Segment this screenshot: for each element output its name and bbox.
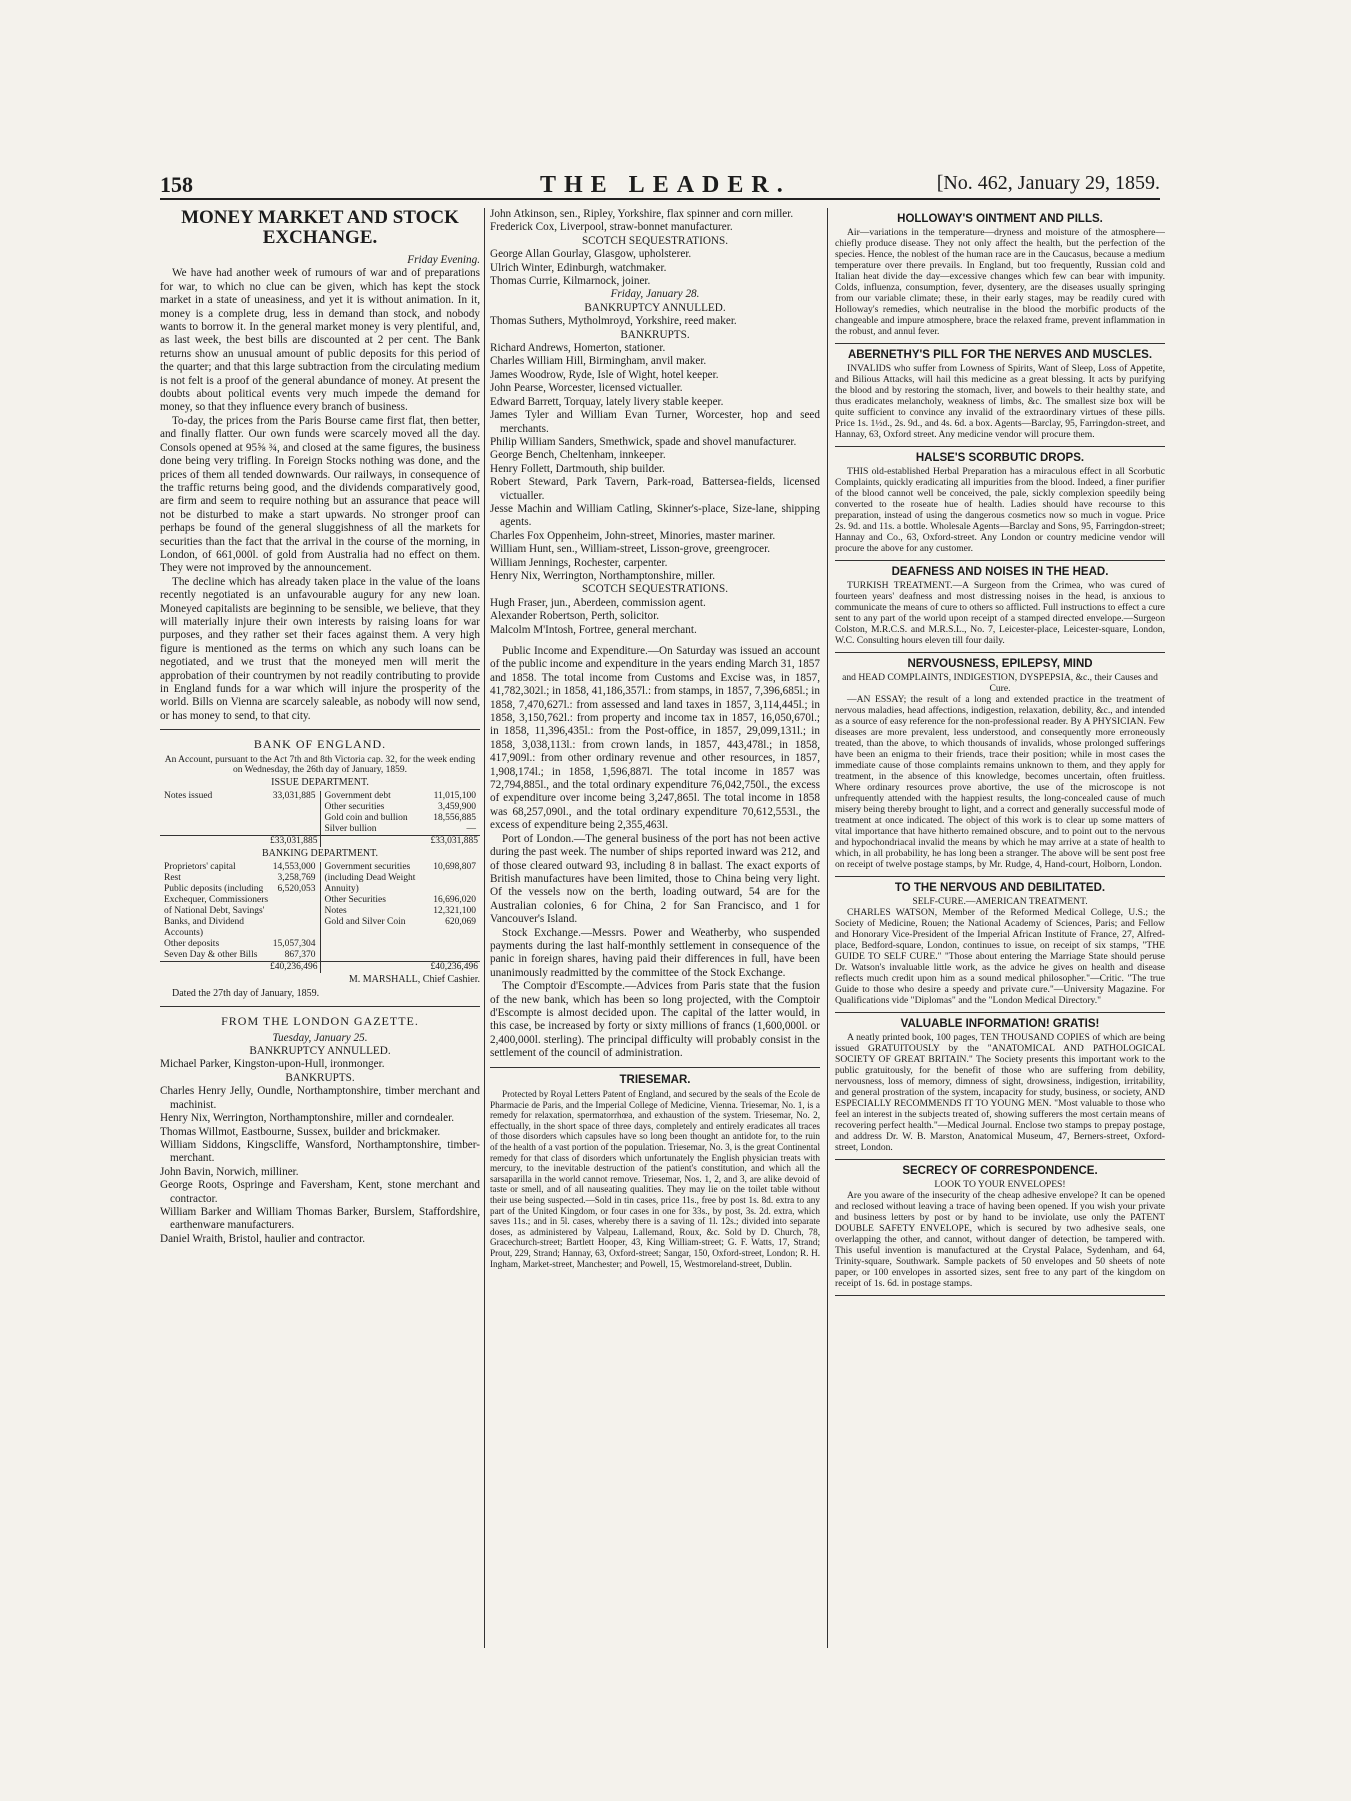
issue-line: [No. 462, January 29, 1859. <box>936 172 1160 194</box>
account-row <box>323 917 479 928</box>
gazette-entry: Henry Nix, Werrington, Northamptonshire, miller. <box>490 569 716 582</box>
advert-title: DEAFNESS AND NOISES IN THE HEAD. <box>891 566 1109 578</box>
money-market-article <box>160 267 480 723</box>
account-label: Rest <box>164 873 181 884</box>
gazette-entry: Thomas Suthers, Mytholmroyd, Yorkshire, reed maker. <box>490 315 737 328</box>
gazette-date: Tuesday, January 25. <box>272 1031 368 1044</box>
gazette-entry: John Bavin, Norwich, milliner. <box>160 1165 299 1178</box>
account-row <box>162 791 318 802</box>
advert-title: TO THE NERVOUS AND DEBILITATED. <box>894 882 1106 894</box>
account-label: Public deposits (including Exchequer, Commissioners of National Debt, Savings' Banks, and Dividend Accounts) <box>164 884 269 939</box>
cashier-signature: M. MARSHALL, Chief Cashier. <box>348 974 480 986</box>
scotch-list-2 <box>490 597 820 637</box>
account-amount: 10,698,807 <box>433 862 476 873</box>
gazette-entry: Charles Fox Oppenheim, John-street, Minories, master mariner. <box>490 529 776 542</box>
column-rule <box>827 208 828 1648</box>
advert-divider <box>835 652 1165 653</box>
account-label: Other securities <box>324 802 385 813</box>
advert-title: ABERNETHY'S PILL FOR THE NERVES AND MUSCLES. <box>847 349 1153 361</box>
gazette-title: FROM THE LONDON GAZETTE. <box>221 1014 419 1029</box>
bank-title: BANK OF ENGLAND. <box>253 737 387 752</box>
news-paragraph: Public Income and Expenditure.—On Saturday was issued an account of the public income and expenditure in the years ending March 31, 1857 and 1858. The total income from Customs and Excise was, in 1857, 41,782,302l.; in 1858, 41,186,357l.: from stamps, in 1857, 7,396,685l.; in 1858, 7,470,627l.: from assessed and land taxes in 1857, 3,114,445l.; in 1858, 3,150,762l.: from property and income tax in 1857, 16,050,670l.; in 1858, 11,396,435l.: from the Post-office, in 1857, 29,099,131l.; in 1858, 3,038,113l.: from crown lands, in 1857, 443,478l.; in 1858, 417,909l.: from other ordinary revenue and other resources, in 1857, 1,908,174l.; in 1858, 1,596,887l. The total income in 1857 was 72,794,885l., and the total ordinary expenditure 76,042,750l., the excess of expenditure over income being 3,247,865l. The total income in 1858 was 68,257,090l., and the total ordinary expenditure 70,612,553l., the excess of expenditure being 2,355,463l. <box>490 645 820 832</box>
issue-department-title: ISSUE DEPARTMENT. <box>271 776 369 788</box>
gazette-entry: Charles William Hill, Birmingham, anvil maker. <box>490 355 707 368</box>
dated-line: Dated the 27th day of January, 1859. <box>172 987 320 999</box>
account-row <box>162 939 318 950</box>
account-label: Silver bullion <box>324 824 377 835</box>
triesemar-text: Protected by Royal Letters Patent of England, and secured by the seals of the Ecole de Pharmacie de Paris, and the Imperial College of Medicine, Vienna. Triesemar, No. 1, is a remedy for relaxation, spermatorrhœa, and exhaustion of the system. Triesemar, No. 2, effectually, in the short space of three days, completely and entirely eradicates all traces of those disorders which capsules have so long been thought an antidote for, to the ruin of the health of a vast portion of the population. Triesemar, No. 3, is the great Continental remedy for that class of disorders which unfortunately the English physician treats with mercury, to the inevitable destruction of the patient's constitution, and which all the sarsaparilla in the world cannot remove. Triesemar, Nos. 1, 2, and 3, are alike devoid of taste or smell, and of all nauseating qualities. They may lie on the toilet table without their use being suspected.—Sold in tin cases, price 11s., free by post 1s. 8d. extra to any part of the United Kingdom, or four cases in one for 33s., by post, 3s. 2d. extra, which saves 11s.; and in 5l. cases, whereby there is a saving of 1l. 12s.; divided into separate doses, as administered by Valpeau, Lallemand, Roux, &c. Sold by D. Church, 78, Gracechurch-street; Bartlett Hooper, 43, King William-street; G. F. Watts, 17, Strand; Prout, 229, Strand; Hannay, 63, Oxford-street; Sangar, 150, Oxford-street, London; R. H. Ingham, Market-street, Manchester; and Powell, 15, Westmoreland-street, Dublin. <box>490 1089 820 1269</box>
money-market-title: MONEY MARKET AND STOCK EXCHANGE. <box>181 208 459 248</box>
advert-title: SECRECY OF CORRESPONDENCE. <box>902 1165 1098 1177</box>
account-label: Seven Day & other Bills <box>164 950 258 961</box>
gazette-entry: Richard Andrews, Homerton, stationer. <box>490 342 666 355</box>
news-paragraph: The Comptoir d'Escompte.—Advices from Paris state that the fusion of the new bank, which has been so long projected, with the Comptoir d'Escompte is almost decided upon. The capital of the latter would, in this case, be increased by forty or sixty millions of francs (1,600,000l. or 2,400,000l. sterling). The principal difficulty will probably consist in the settlement of the council of administration. <box>490 980 820 1060</box>
column-rule <box>484 208 485 1648</box>
advert-divider <box>835 446 1165 447</box>
account-label: Other Securities <box>324 895 386 906</box>
advert-text: INVALIDS who suffer from Lowness of Spirits, Want of Sleep, Loss of Appetite, and Bilious Attacks, will hail this medicine as a great blessing. It acts by purifying the blood and by restoring the stomach, liver, and bowels to their healthy state, and thus eradicates melancholy, weakness of limbs, &c. The smallest size box will be quite sufficient to convince any invalid of the extraordinary virtues of these pills. Price 1s. 1½d., 2s. 9d., and 4s. 6d. a box. Agents—Barclay, 95, Farringdon-street, and Hannay, 63, Oxford street. Any medicine vendor will procure them. <box>835 363 1165 440</box>
advert-divider <box>835 876 1165 877</box>
advert-text: Are you aware of the insecurity of the cheap adhesive envelope? It can be opened and reclosed without leaving a trace of having been opened. If you wish your private and business letters by post or by hand to be inviolate, use only the PATENT DOUBLE SAFETY ENVELOPE, which is secured by two adhesive seals, one overlapping the other, and cannot, without danger of detection, be tampered with. This useful invention is manufactured at the Crystal Palace, Sydenham, and 64, Trinity-square, Southwark. Sample packets of 50 envelopes and 50 sheets of note paper, or 100 envelopes in assorted sizes, sent free to any part of the kingdom on receipt of 1s. 6d. in postage stamps. <box>835 1190 1165 1289</box>
account-label: Notes issued <box>164 791 213 802</box>
scotch-list <box>490 248 820 288</box>
scotch-heading: SCOTCH SEQUESTRATIONS. <box>581 234 729 247</box>
gazette-entry: Philip William Sanders, Smethwick, spade and shovel manufacturer. <box>490 435 797 448</box>
issue-department-table <box>160 791 480 847</box>
account-amount: 33,031,885 <box>272 791 316 802</box>
masthead: THE LEADER. <box>540 172 791 198</box>
article-paragraph: We have had another week of rumours of war and of preparations for war, to which no clue can be given, which has kept the stock market in a state of uneasiness, and yet it is without animation. In it, money is a complete drug, less in demand than stock, and nobody wants to borrow it. In the general market money is very plentiful, and, as last week, the best bills are discounted at 2 per cent. The Bank returns show an unusual amount of public deposits for this period of the quarter; and that this large subtraction from the circulating medium is not felt is a proof of the general abundance of money. At present the doubts about political events very much impede the demand for money, so that they influence every branch of business. <box>160 267 480 414</box>
dateline: Friday Evening. <box>407 254 480 266</box>
account-row <box>323 895 479 906</box>
gazette-entry: John Atkinson, sen., Ripley, Yorkshire, flax spinner and corn miller. <box>490 208 794 220</box>
bankrupts-continued <box>490 208 820 235</box>
account-amount: 3,258,769 <box>277 873 316 884</box>
advert-text: CHARLES WATSON, Member of the Reformed Medical College, U.S.; the Society of Medicine, Rouen; the National Academy of Sciences, Paris; and Fellow and Honorary Vice-President of the Imperial African Institute of France, 27, Alfred-place, Bedford-square, London, continues to issue, on receipt of six stamps, "THE GUIDE TO SELF CURE." "Those about entering the Marriage State should peruse Dr. Watson's invaluable little work, as the advice he gives on health and disease reflects much credit upon him as a sound medical philosopher."—Critic. "The true Guide to those who desire a speedy and private cure."—University Magazine. For Qualifications vide "Diplomas" and the "London Medical Directory." <box>835 907 1165 1006</box>
bankrupts-heading-2: BANKRUPTS. <box>620 328 690 341</box>
bankrupts-list-2 <box>490 342 820 583</box>
advert-text: Air—variations in the temperature—dryness and moisture of the atmosphere—chiefly produce disease. They not only affect the health, but the perfection of the species. Hence, the noblest of the human race are in the Caucasus, because a medium temperature over there prevails. In England, but too frequently, Russian cold and Italian heat divide the day—excessive changes which few can bear with impunity. Colds, influenza, consumption, fever, dysentery, are the diseases usually springing from our variable climate; these, in their early stages, may be readily cured with Holloway's remedies, which neutralise in the blood the morbific products of the changeable and impure atmosphere, brace the relaxed frame, prevent inflammation in the robust, and annul fever. <box>835 227 1165 337</box>
bankrupts-list <box>160 1085 480 1246</box>
gazette-entry: Hugh Fraser, jun., Aberdeen, commission agent. <box>490 596 706 609</box>
column-1 <box>160 208 480 1658</box>
advert-text: —AN ESSAY; the result of a long and extended practice in the treatment of nervous maladies, head affections, indigestion, relaxation, debility, &c., and intended as a source of easy reference for the non-professional reader. By A PHYSICIAN. Few diseases are more prevalent, less understood, and consequently more erroneously treated, than the above, to which thousands of invalids, whose prolonged sufferings have been an enigma to their friends, trace their position; while in most cases the immediate cause of those complaints remains unknown to them, and they apply for treatment, in the absence of this knowledge, becomes uncertain, often fruitless. Where ordinary resources prove abortive, the use of the microscope is not unfrequently attended with the happiest results, the long-concealed cause of much misery being thereby brought to light, and a correct and generally successful mode of treatment at once indicated. The object of this work is to clear up some matters of vital importance that have hitherto remained obscure, and to point out to the nervous and hypochondriacal invalid the means by which he may arrive at a state of health to which, in all probability, he has long been a stranger. The above will be sent post free on receipt of twelve postage stamps, by Mr. Rudge, 4, Hand-court, Holborn, London. <box>835 694 1165 870</box>
gazette-entry: Frederick Cox, Liverpool, straw-bonnet manufacturer. <box>490 221 733 234</box>
bank-intro: An Account, pursuant to the Act 7th and 8th Victoria cap. 32, for the week ending on Wednesday, the 26th day of January, 1859. <box>164 754 476 776</box>
gazette-entry: Henry Nix, Werrington, Northamptonshire, miller and corndealer. <box>160 1112 455 1125</box>
gazette-entry: Michael Parker, Kingston-upon-Hull, ironmonger. <box>160 1058 385 1071</box>
gazette-entry: William Jennings, Rochester, carpenter. <box>490 556 668 569</box>
account-row <box>162 950 318 961</box>
scotch-heading-2: SCOTCH SEQUESTRATIONS. <box>581 583 729 596</box>
account-amount: 15,057,304 <box>272 939 316 950</box>
gazette-entry: Alexander Robertson, Perth, solicitor. <box>490 610 660 623</box>
account-label: Other deposits <box>164 939 220 950</box>
account-label: Government debt <box>324 791 391 802</box>
account-amount: 14,553,000 <box>272 862 316 873</box>
issue-total-left: £33,031,885 <box>160 836 320 848</box>
gazette-entry: James Woodrow, Ryde, Isle of Wight, hotel keeper. <box>490 368 719 381</box>
issue-total-right: £33,031,885 <box>320 836 480 848</box>
annulled-list-2 <box>490 315 820 328</box>
advert-title: HALSE'S SCORBUTIC DROPS. <box>915 452 1085 464</box>
account-amount: — <box>466 824 476 835</box>
account-row <box>323 791 479 802</box>
account-row <box>323 813 479 824</box>
gazette-entry: Charles Henry Jelly, Oundle, Northamptonshire, timber merchant and machinist. <box>160 1085 480 1111</box>
banking-total-right: £40,236,496 <box>320 962 480 974</box>
account-label: Gold and Silver Coin <box>324 917 406 928</box>
triesemar-title: TRIESEMAR. <box>619 1073 691 1086</box>
gazette-entry: Robert Steward, Park Tavern, Park-road, Battersea-fields, licensed victualler. <box>490 476 820 502</box>
page-number: 158 <box>160 172 193 197</box>
advert-text: TURKISH TREATMENT.—A Surgeon from the Crimea, who was cured of fourteen years' deafness and most distressing noises in the head, is anxious to communicate the means of cure to others so afflicted. Full instructions to effect a cure sent to any part of the world upon receipt of a stamped directed envelope.—Surgeon Colston, M.R.C.S. and M.R.S.L., No. 7, Leicester-place, Leicester-square, London, W.C. Consulting hours eleven till four daily. <box>835 580 1165 646</box>
gazette-entry: John Pearse, Worcester, licensed victualler. <box>490 382 683 395</box>
account-row <box>323 906 479 917</box>
article-paragraph: To-day, the prices from the Paris Bourse came first flat, then better, and finally flatter. Our own funds were scarcely moved all the day. Consols opened at 95⅝ ¾, and closed at the same figures, the business done being very trifling. In Foreign Stocks nothing was done, and the prices of them all tended downwards. Our railways, in consequence of the traffic returns being good, and the dividends comparatively good, are firm and seem to require nothing but an assurance that peace will not be disturbed to make a start upwards. No stronger proof can perhaps be found of the general sluggishness of all the markets for securities than the fact that the arrival in the course of the morning, in London, of 661,000l. of gold from Australia had no effect on them. They were not improved by the announcement. <box>160 414 480 575</box>
annulled-list <box>160 1058 480 1071</box>
gazette-entry: William Siddons, Kingscliffe, Wansford, Northamptonshire, timber-merchant. <box>160 1138 480 1165</box>
article-paragraph: The decline which has already taken place in the value of the loans recently negotiated is an unfavourable augury for any new loan. Moneyed capitalists are beginning to be sensible, we believe, that they will materially injure their own interests by raising loans for war purposes, and they rather set their faces against them. A very high figure is mentioned as the terms on which any such loans can be negotiated, and we trust that the moneyed men will merit the approbation of their countrymen by not readily contributing to provide in England funds for a war which will injure the prosperity of the world. Bills on Vienna are scarcely saleable, as nobody will now send, or has money to send, to that city. <box>160 575 480 722</box>
gazette-entry: George Bench, Cheltenham, innkeeper. <box>490 449 666 462</box>
account-label: Gold coin and bullion <box>324 813 408 824</box>
account-label: Government securities (including Dead Weight Annuity) <box>324 862 416 895</box>
annulled-heading: BANKRUPTCY ANNULLED. <box>249 1045 391 1058</box>
advert-title: NERVOUSNESS, EPILEPSY, MIND <box>907 658 1093 670</box>
advert-divider <box>835 1159 1165 1160</box>
account-amount: 18,556,885 <box>433 813 476 824</box>
advert-subtitle: LOOK TO YOUR ENVELOPES! <box>934 1179 1066 1190</box>
advert-subtitle: SELF-CURE.—AMERICAN TREATMENT. <box>912 896 1088 907</box>
advert-subtitle: and HEAD COMPLAINTS, INDIGESTION, DYSPEPSIA, &c., their Causes and Cure. <box>842 672 1158 694</box>
account-amount: 867,370 <box>284 950 316 961</box>
account-row <box>162 873 318 884</box>
column-3-advertisements <box>835 208 1165 1658</box>
gazette-entry: Ulrich Winter, Edinburgh, watchmaker. <box>490 261 667 274</box>
account-amount: 12,321,100 <box>433 906 476 917</box>
account-row <box>323 862 479 895</box>
page-header <box>160 172 1160 200</box>
news-paragraphs <box>490 645 820 1061</box>
gazette-entry: Malcolm M'Intosh, Fortree, general merchant. <box>490 623 697 636</box>
gazette-entry: George Allan Gourlay, Glasgow, upholsterer. <box>490 248 692 261</box>
gazette-entry: James Tyler and William Evan Turner, Worcester, hop and seed merchants. <box>490 409 820 435</box>
account-label: Proprietors' capital <box>164 862 236 873</box>
gazette-entry: Jesse Machin and William Catling, Skinner's-place, Size-lane, shipping agents. <box>490 502 820 529</box>
advert-divider <box>835 1012 1165 1013</box>
annulled-heading-2: BANKRUPTCY ANNULLED. <box>584 301 726 314</box>
gazette-entry: Thomas Currie, Kilmarnock, joiner. <box>490 275 651 288</box>
bankrupts-heading: BANKRUPTS. <box>285 1071 355 1084</box>
account-amount: 11,015,100 <box>433 791 476 802</box>
account-row <box>323 824 479 835</box>
gazette-entry: Thomas Willmot, Eastbourne, Sussex, builder and brickmaker. <box>160 1125 441 1138</box>
gazette-entry: Henry Follett, Dartmouth, ship builder. <box>490 462 665 475</box>
gazette-date-2: Friday, January 28. <box>610 288 700 301</box>
gazette-entry: Edward Barrett, Torquay, lately livery stable keeper. <box>490 395 724 408</box>
advert-divider <box>835 343 1165 344</box>
account-row <box>162 862 318 873</box>
account-amount: 6,520,053 <box>277 884 316 895</box>
gazette-entry: Daniel Wraith, Bristol, haulier and contractor. <box>160 1232 366 1245</box>
gazette-entry: George Roots, Ospringe and Faversham, Kent, stone merchant and contractor. <box>160 1179 480 1205</box>
account-label: Notes <box>324 906 347 917</box>
news-paragraph: Port of London.—The general business of the port has not been active during the past week. The number of ships reported inward was 212, and of those cleared outward 93, including 8 in ballast. The exact exports of British manufactures have been limited, those to China being very light. Of the vessels now on the berth, loading outward, 54 are for the Australian colonies, 6 for China, 2 for San Francisco, and 1 for Vancouver's Island. <box>490 832 820 926</box>
advert-title: HOLLOWAY'S OINTMENT AND PILLS. <box>897 213 1103 225</box>
advert-text: A neatly printed book, 100 pages, TEN THOUSAND COPIES of which are being issued GRATUITOUSLY by the "ANATOMICAL AND PATHOLOGICAL SOCIETY OF GREAT BRITAIN." The Society presents this important work to the public gratuitously, for the benefit of those who are suffering from debility, nervousness, loss of memory, dimness of sight, drowsiness, indigestion, irritability, and general prostration of the system, incapacity for study, business, or society, AND ESPECIALLY RECOMMENDS IT TO YOUNG MEN. "Most valuable to those who feel an interest in the subjects treated of, showing sufferers the most certain means of recovering perfect health."—Medical Journal. Enclose two stamps to prepay postage, and address Dr. W. B. Marston, Anatomical Museum, 47, Berners-street, Oxford-street, London. <box>835 1032 1165 1153</box>
banking-department-table <box>160 862 480 973</box>
account-amount: 3,459,900 <box>438 802 476 813</box>
account-row <box>162 884 318 939</box>
account-amount: 16,696,020 <box>433 895 476 906</box>
account-row <box>323 802 479 813</box>
account-amount: 620,069 <box>445 917 476 928</box>
advert-divider <box>835 1295 1165 1296</box>
gazette-entry: William Barker and William Thomas Barker, Burslem, Staffordshire, earthenware manufacturers. <box>160 1205 480 1232</box>
column-2 <box>490 208 820 1658</box>
news-paragraph: Stock Exchange.—Messrs. Power and Weatherby, who suspended payments during the last half-monthly settlement in consequence of the panic in foreign shares, having paid their differences in full, have been unanimously readmitted by the committee of the Stock Exchange. <box>490 926 820 979</box>
gazette-entry: William Hunt, sen., William-street, Lisson-grove, greengrocer. <box>490 543 771 556</box>
banking-total-left: £40,236,496 <box>160 962 320 974</box>
banking-department-title: BANKING DEPARTMENT. <box>261 848 379 860</box>
advert-text: THIS old-established Herbal Preparation has a miraculous effect in all Scorbutic Complaints, quickly eradicating all impurities from the blood. Indeed, a finer purifier of the blood cannot well be conceived, the pale, sickly complexion speedily being converted to the roseate hue of health. Ladies should have recourse to this preparation, instead of using the dangerous cosmetics now so much in vogue. Price 2s. 9d. and 11s. a bottle. Wholesale Agents—Barclay and Sons, 95, Farringdon-street; Hannay and Co., 63, Oxford-street. Any London or country medicine vendor will procure the above for any customer. <box>835 466 1165 554</box>
advert-divider <box>835 560 1165 561</box>
advert-title: VALUABLE INFORMATION! GRATIS! <box>900 1018 1100 1030</box>
